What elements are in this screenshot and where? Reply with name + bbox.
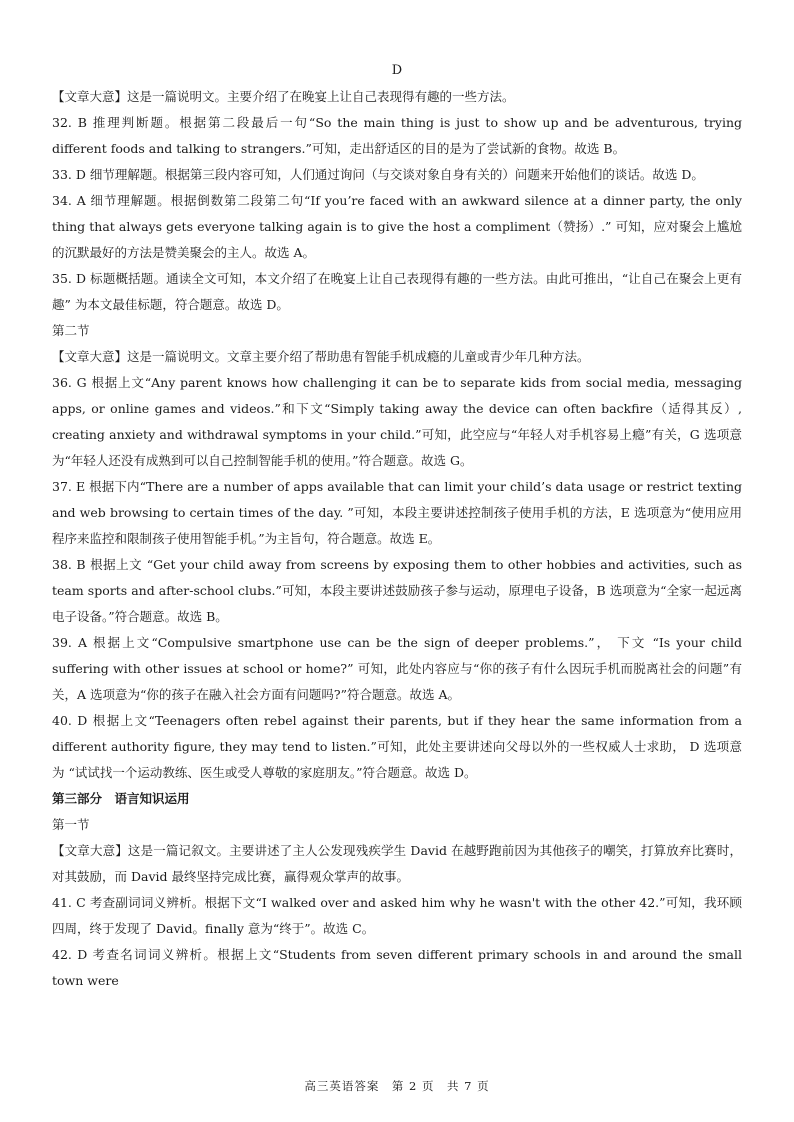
- answer-39: 39. A 根据上文“Compulsive smartphone use can be the sign of deeper problems.”， 下文 “Is your child suffering with other issues at school or home?” 可知，此处内容应与“你的孩子有什么因玩手机而脱离社会的问题”有关，A 选项意为“你的孩子在融入社会方面有问题吗?”符合题意。故选 A。: [52, 635, 742, 702]
- answer-41: 41. C 考查副词词义辨析。根据下文“I walked over and asked him why he wasn't with the other 42.”可知，我环顾四周，终于发现了 David。finally 意为“终于”。故选 C。: [52, 895, 742, 936]
- answer-37: 37. E 根据下内“There are a number of apps available that can limit your child’s data usage or restrict texting and web browsing to certain times of the day. ”可知，本段主要讲述控制孩子使用手机的方法，E 选项意为“使用应用程序来监控和限制孩子使用智能手机。”为主旨句，符合题意。故选 E。: [52, 479, 742, 546]
- summary-part-3: 【文章大意】这是一篇记叙文。主要讲述了主人公发现残疾学生 David 在越野跑前因为其他孩子的嘲笑，打算放弃比赛时，对其鼓励，而 David 最终坚持完成比赛，赢得观众掌声的故事。: [52, 843, 742, 884]
- answer-38: 38. B 根据上文 “Get your child away from screens by exposing them to other hobbies and activities, such as team sports and after-school clubs.”可知，本段主要讲述鼓励孩子参与运动，原理电子设备，B 选项意为“全家一起远离电子设备。”符合题意。故选 B。: [52, 557, 742, 624]
- summary-d: 【文章大意】这是一篇说明文。主要介绍了在晚宴上让自己表现得有趣的一些方法。: [52, 89, 515, 104]
- answer-40: 40. D 根据上文“Teenagers often rebel against their parents, but if they hear the same information from a different authority figure, they may tend to listen.”可知，此处主要讲述向父母以外的一些权威人士求助， D 选项意为 “试试找一个运动教练、医生或受人尊敬的家庭朋友。”符合题意。故选 D。: [52, 713, 742, 780]
- part-three-heading: 第三部分 语言知识运用: [52, 791, 190, 806]
- summary-section-2: 【文章大意】这是一篇说明文。文章主要介绍了帮助患有智能手机成瘾的儿童或青少年几种方法。: [52, 349, 590, 364]
- answer-33: 33. D 细节理解题。根据第三段内容可知，人们通过询问（与交谈对象自身有关的）问题来开始他们的谈话。故选 D。: [52, 167, 704, 182]
- answer-42: 42. D 考查名词词义辨析。根据上文“Students from seven different primary schools in and around the small town were: [52, 947, 742, 988]
- answer-page: [52, 58, 742, 994]
- answer-32: 32. B 推理判断题。根据第二段最后一句“So the main thing is just to show up and be adventurous, trying different foods and talking to strangers.”可知，走出舒适区的目的是为了尝试新的食物。故选 B。: [52, 115, 742, 156]
- answer-34: 34. A 细节理解题。根据倒数第二段第二句“If you’re faced with an awkward silence at a dinner party, the only thing that always gets everyone talking again is to give the host a compliment（赞扬）.” 可知，应对聚会上尴尬的沉默最好的方法是赞美聚会的主人。故选 A。: [52, 193, 742, 260]
- answer-35: 35. D 标题概括题。通读全文可知，本文介绍了在晚宴上让自己表现得有趣的一些方法。由此可推出，“让自己在聚会上更有趣” 为本文最佳标题，符合题意。故选 D。: [52, 271, 742, 312]
- section-heading-2: 第二节: [52, 323, 90, 338]
- page-footer: 高三英语答案 第 2 页 共 7 页: [304, 1079, 490, 1093]
- section-heading-1: 第一节: [52, 817, 90, 832]
- answer-36: 36. G 根据上文“Any parent knows how challenging it can be to separate kids from social media, messaging apps, or online games and videos.”和下文“Simply taking away the device can often backfire（适得其反）, creating anxiety and withdrawal symptoms in your child.”可知，此空应与“年轻人对手机容易上瘾”有关，G 选项意为“年轻人还没有成熟到可以自己控制智能手机的使用。”符合题意。故选 G。: [52, 375, 742, 468]
- section-letter: D: [391, 63, 403, 78]
